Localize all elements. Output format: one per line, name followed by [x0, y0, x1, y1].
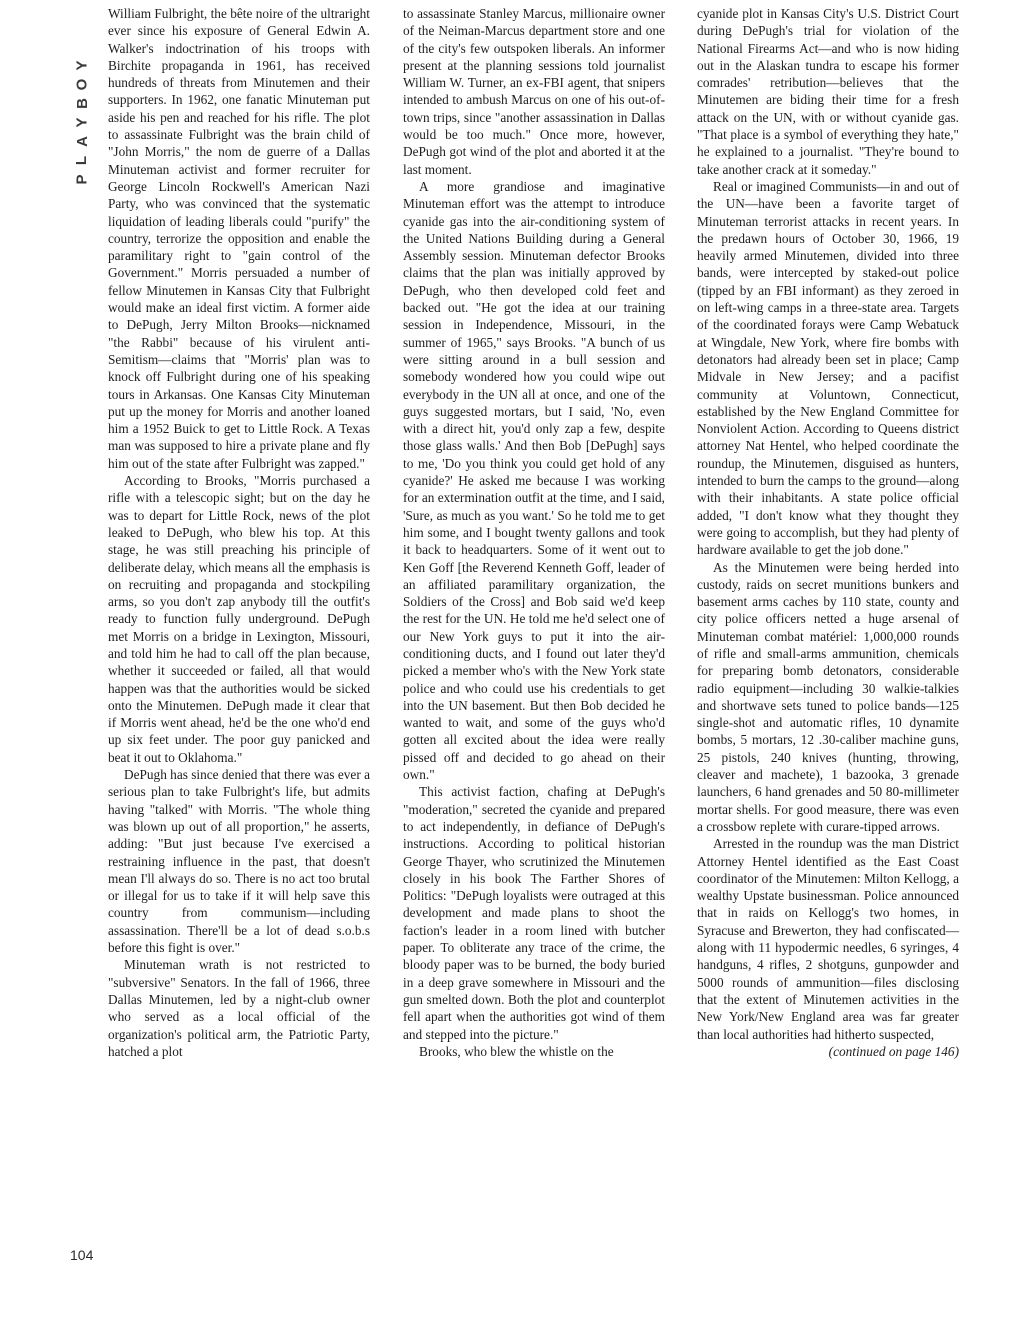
paragraph: Real or imagined Communists—in and out of the UN—have been a favorite target of Minuteman terrorist attacks in recent years. In the predawn hours of October 30, 1966, 19 heavily armed Minutemen, divided into three bands, were intercepted by staked-out police (tipped by an FBI informant) as they zeroed in on left-wing camps in a three-state area. Targets of the coordinated forays were Camp Webatuck at Wingdale, New York, where fire bombs with detonators had already been set in place; Camp Midvale in New Jersey; and a pacifist community at Voluntown, Connecticut, established by the New England Committee for Nonviolent Action. According to Queens district attorney Nat Hentel, who helped coordinate the roundup, the Minutemen, disguised as hunters, intended to burn the camps to the ground—along with their inhabitants. A state police official added, "I don't know what they thought they were going to accomplish, but they had plenty of hardware available to get the job done." [697, 178, 959, 558]
masthead-letter: A [73, 136, 91, 147]
paragraph: A more grandiose and imaginative Minuteman effort was the attempt to introduce cyanide gas into the air-conditioning system of the United Nations Building during a General Assembly session. Minuteman defector Brooks claims that the plan was initially approved by DePugh, who then developed cold feet and backed out. "He got the idea at our training session in Independence, Missouri, in the summer of 1965," says Brooks. "A bunch of us were sitting around in a bull session and somebody wondered how you could wipe out everybody in the UN all at once, and one of the guys suggested mortars, but I said, 'No, even with a direct hit, you'd only zap a few, despite those glass walls.' And then Bob [DePugh] says to me, 'Do you think you could get hold of any cyanide?' He asked me because I was working for an extermination outfit at the time, and I said, 'Sure, as much as you want.' So he told me to get him some, and I bought twenty gallons and took it back to headquarters. Some of it went out to Ken Goff [the Reverend Kenneth Goff, leader of an affiliated paramilitary organization, the Soldiers of the Cross] and Bob said we'd keep the rest for the UN. He told me he'd select one of our New York guys to put it into the air-conditioning ducts, and I found out later they'd picked a member who's with the New York state police and who could use his credentials to get into the UN basement. But then Bob decided he wanted to wait, and some of the guys who'd gotten all excited about the idea were really pissed off and decided to go ahead on their own." [403, 178, 665, 783]
paragraph: As the Minutemen were being herded into custody, raids on secret munitions bunkers and basement arms caches by 110 state, county and city police officers netted a huge arsenal of Minuteman combat matériel: 1,000,000 rounds of rifle and small-arms ammunition, chemicals for preparing bomb detonators, considerable radio equipment—including 30 walkie-talkies and shortwave sets tuned to police bands—125 single-shot and automatic rifles, 10 dynamite bombs, 5 mortars, 12 .30-caliber machine guns, 25 pistols, 240 knives (hunting, throwing, cleaver and machete), 1 bazooka, 3 grenade launchers, 6 hand grenades and 50 80-millimeter mortar shells. For good measure, there was even a crossbow replete with curare-tipped arrows. [697, 559, 959, 834]
masthead-letter: Y [73, 60, 91, 71]
masthead-letter: Y [73, 117, 91, 128]
paragraph: Minuteman wrath is not restricted to "subversive" Senators. In the fall of 1966, three Dallas Minutemen, led by a night-club owner who served as a local official of the organization's political arm, the Patriotic Party, hatched a plot [108, 957, 370, 1059]
paragraph: Arrested in the roundup was the man District Attorney Hentel identified as the East Coast coordinator of the Minutemen: Milton Kellogg, a wealthy Upstate businessman. Police announced that in raids on Kellogg's two homes, in Syracuse and Brewerton, they had confiscated—along with 11 hypodermic needles, 6 syringes, 4 handguns, 4 rifles, 2 shotguns, gunpowder and 5000 rounds of ammunition—files disclosing that the extent of Minutemen activities in the New York/New England area was far greater than local authorities had hitherto suspected, [697, 836, 959, 1042]
paragraph: cyanide plot in Kansas City's U.S. District Court during DePugh's trial for violation of the National Firearms Act—and who is now hiding out in the Alaskan tundra to escape his former comrades' retribution—believes that the Minutemen are biding their time for a fresh attack on the UN, with or without cyanide gas. "That place is a symbol of everything they hate," he explained to a journalist. "They're bound to take another crack at it someday." [697, 6, 959, 177]
article-column-2 [403, 5, 665, 1060]
masthead-playboy [60, 56, 104, 189]
paragraph: Brooks, who blew the whistle on the [419, 1043, 614, 1059]
masthead-letter: P [73, 174, 91, 185]
article-column-3 [697, 5, 959, 1060]
masthead-letter: L [73, 155, 91, 166]
page-number: 104 [70, 1247, 94, 1263]
paragraph: DePugh has since denied that there was ever a serious plan to take Fulbright's life, but admits having "talked" with Morris. "The whole thing was blown up out of all proportion," he asserts, adding: "But just because I've exercised a restraining influence in the past, that doesn't mean I'll always do so. There is no act too brutal or illegal for us to take if it will help save this country from communism—including assassination. There'll be a lot of dead s.o.b.s before this fight is over." [108, 767, 370, 956]
paragraph: According to Brooks, "Morris purchased a rifle with a telescopic sight; but on the day he was to depart for Little Rock, news of the plot leaked to DePugh, who blew his top. At this stage, he was still preaching his principle of deliberate delay, which means all the emphasis is on recruiting and propaganda and stockpiling arms, so you don't zap anybody till the outfit's ready to function fully underground. DePugh met Morris on a bridge in Lexington, Missouri, and told him he had to call off the plan because, whether it succeeded or failed, all that would happen was that the authorities would be sicked onto the Minutemen. DePugh made it clear that if Morris went ahead, he'd be the one who'd end up six feet under. The poor guy panicked and beat it out to Oklahoma." [108, 473, 370, 765]
paragraph: William Fulbright, the bête noire of the ultraright ever since his exposure of General Edwin A. Walker's indoctrination of his troops with Birchite propaganda in 1961, has received hundreds of threats from Minutemen and their supporters. In 1962, one fanatic Minuteman put aside his pen and reached for his rifle. The plot to assassinate Fulbright was the brain child of "John Morris," the nom de guerre of a Dallas Minuteman activist and former recruiter for George Lincoln Rockwell's American Nazi Party, who was convinced that the systematic liquidation of leading liberals could "purify" the country, terrorize the opposition and enable the paramilitary right to "gain control of the Government." Morris persuaded a number of fellow Minutemen in Kansas City that Fulbright would make an ideal first victim. A former aide to DePugh, Jerry Milton Brooks—nicknamed "the Rabbi" because of his virulent anti-Semitism—claims that "Morris' plan was to knock off Fulbright during one of his speaking tours in Arkansas. One Kansas City Minuteman put up the money for Morris and another loaned him a 1952 Buick to get to Little Rock. A Texas man was supposed to hire a private plane and fly him out of the state after Fulbright was zapped." [108, 6, 370, 471]
article-column-1 [108, 5, 370, 1060]
masthead-letter: B [73, 98, 91, 109]
paragraph: This activist faction, chafing at DePugh's "moderation," secreted the cyanide and prepared to act independently, in defiance of DePugh's instructions. According to political historian George Thayer, who scrutinized the Minutemen closely in his book The Farther Shores of Politics: "DePugh loyalists were outraged at this development and made plans to shoot the faction's leader in a room lined with butcher paper. To obliterate any trace of the crime, the bloody paper was to be burned, the body buried in a deep grave somewhere in Missouri and the gun smelted down. Both the plot and counterplot fell apart when the authorities got wind of them and stepped into the picture." [403, 784, 665, 1042]
masthead-letter: O [73, 78, 91, 91]
continued-note: (continued on page 146) [828, 1043, 959, 1059]
paragraph: to assassinate Stanley Marcus, millionaire owner of the Neiman-Marcus department store and one of the city's few outspoken liberals. An informer present at the planning sessions told journalist William W. Turner, an ex-FBI agent, that snipers intended to ambush Marcus on one of his out-of-town trips, since "another assassination in Dallas would be too much." Once more, however, DePugh got wind of the plot and aborted it at the last moment. [403, 6, 665, 177]
